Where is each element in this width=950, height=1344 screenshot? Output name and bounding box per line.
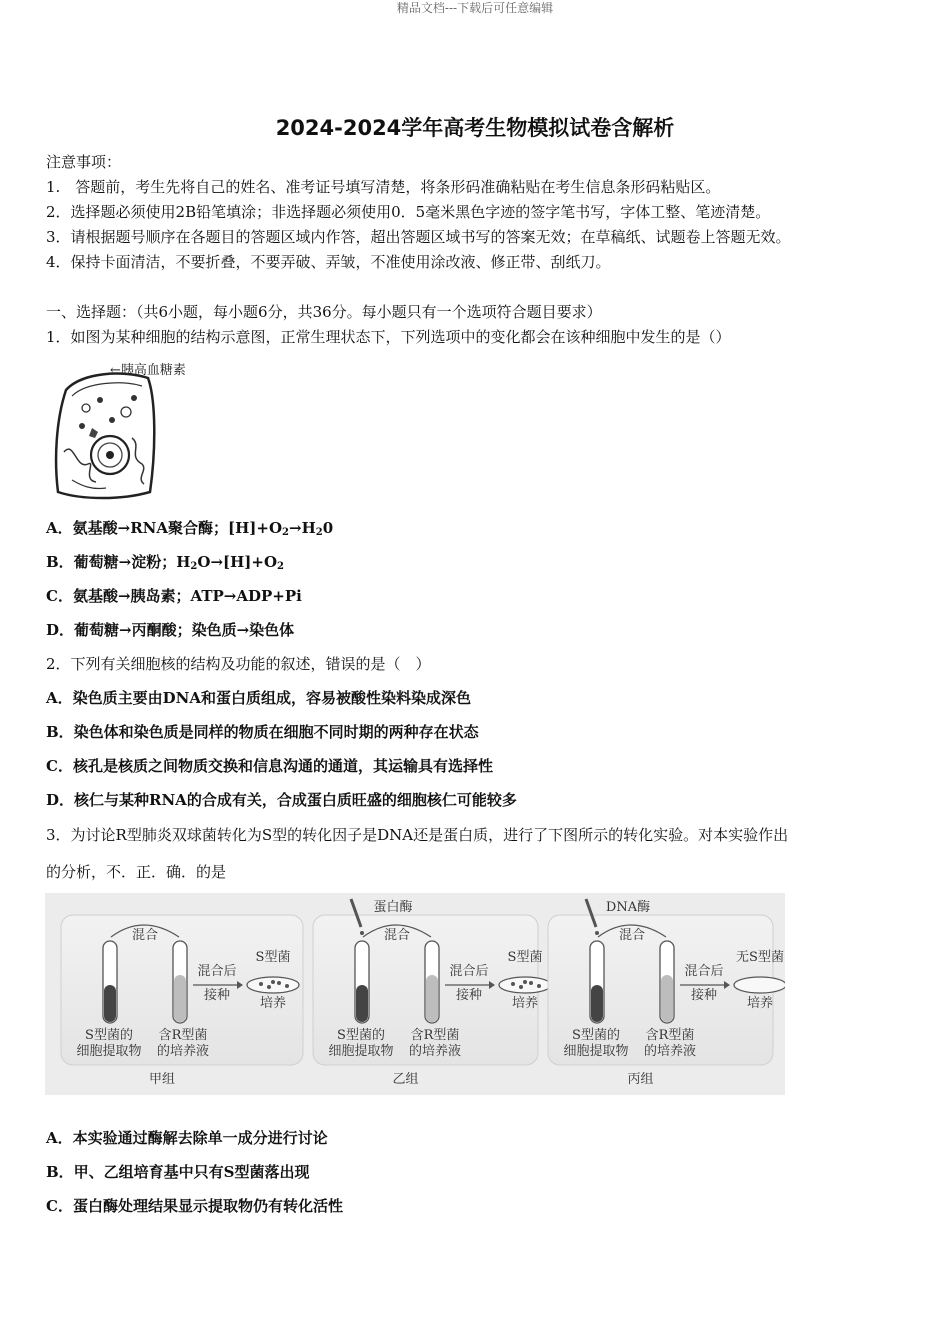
tube1-caption1-0: S型菌的 [85, 1028, 133, 1043]
cell-structure-figure [52, 360, 212, 505]
q2-option-a[interactable]: A．染色质主要由DNA和蛋白质组成，容易被酸性染料染成深色 [46, 689, 471, 707]
result-label-1: S型菌 [507, 950, 543, 965]
q1-option-a-mid: →H [289, 519, 316, 537]
page-title: 2024-2024学年高考生物模拟试卷含解析 [275, 116, 675, 140]
colony-1-1 [519, 985, 523, 989]
mix-label-2: 混合 [618, 928, 646, 943]
q1-option-d[interactable]: D．葡萄糖→丙酮酸；染色质→染色体 [46, 621, 295, 639]
q1-option-b[interactable] [46, 552, 284, 577]
colony-0-4 [271, 980, 275, 984]
q3-option-c[interactable]: C．蛋白酶处理结果显示提取物仍有转化活性 [46, 1197, 343, 1215]
tube-medium-fill-2 [661, 975, 673, 1022]
notice-heading: 注意事项： [46, 153, 122, 171]
pipette-drop-1 [360, 931, 364, 935]
petri-dish-2 [734, 977, 785, 993]
culture-label-0: 培养 [259, 996, 287, 1011]
colony-1-4 [523, 980, 527, 984]
notice-item-1: 1. 答题前，考生先将自己的姓名、准考证号填写清楚，将条形码准确粘贴在考生信息条形码粘贴区。 [46, 178, 721, 196]
q2-stem: 2．下列有关细胞核的结构及功能的叙述，错误的是（ ） [46, 655, 431, 673]
tube2-caption2-2: 的培养液 [643, 1044, 697, 1059]
group-name-0: 甲组 [148, 1072, 176, 1087]
tube2-caption1-2: 含R型菌 [645, 1028, 695, 1043]
q3-option-b[interactable]: B．甲、乙组培育基中只有S型菌落出现 [46, 1163, 310, 1181]
q1-option-a[interactable] [46, 518, 333, 543]
tube-extract-fill-0 [104, 985, 116, 1022]
petri-dish-1 [499, 977, 551, 993]
colony-0-3 [285, 984, 289, 988]
cell-figure-label: ←胰高血糖素 [110, 363, 186, 378]
transformation-experiment-figure [45, 893, 785, 1095]
q2-option-b[interactable]: B．染色体和染色质是同样的物质在细胞不同时期的两种存在状态 [46, 723, 479, 741]
notice-item-2: 2．选择题必须使用2B铅笔填涂；非选择题必须使用0．5毫米黑色字迹的签字笔书写，字体工整、笔迹清楚。 [46, 203, 771, 221]
group-name-2: 丙组 [627, 1072, 654, 1087]
colony-1-2 [529, 981, 533, 985]
tube1-caption2-1: 细胞提取物 [328, 1044, 394, 1059]
result-label-2: 无S型菌 [736, 950, 784, 965]
transfer-label2-1: 接种 [455, 988, 483, 1003]
group-name-1: 乙组 [392, 1072, 419, 1087]
q1-option-b-text: B．葡萄糖→淀粉；H [46, 553, 191, 571]
pipette-drop-2 [595, 931, 599, 935]
q1-option-c[interactable]: C．氨基酸→胰岛素；ATP→ADP+Pi [46, 587, 302, 605]
q2-option-c[interactable]: C．核孔是核质之间物质交换和信息沟通的通道，其运输具有选择性 [46, 757, 493, 775]
q1-option-b-sub2: 2 [277, 561, 284, 572]
mix-label-1: 混合 [383, 928, 411, 943]
enzyme-label-1: 蛋白酶 [373, 900, 413, 915]
transfer-label1-1: 混合后 [449, 964, 489, 979]
colony-1-0 [511, 982, 515, 986]
notice-item-3: 3．请根据题号顺序在各题目的答题区域内作答，超出答题区域书写的答案无效；在草稿纸、试题卷上答题无效。 [46, 228, 791, 246]
tube-extract-fill-2 [591, 985, 603, 1022]
section-heading: 一、选择题：（共6小题，每小题6分，共36分。每小题只有一个选项符合题目要求） [46, 303, 602, 321]
tube1-caption2-0: 细胞提取物 [76, 1044, 142, 1059]
tube2-caption2-1: 的培养液 [408, 1044, 462, 1059]
transfer-label1-2: 混合后 [684, 964, 724, 979]
colony-0-2 [277, 981, 281, 985]
transfer-label2-0: 接种 [203, 988, 231, 1003]
colony-0-0 [259, 982, 263, 986]
q1-option-a-sub2: 2 [315, 527, 323, 538]
result-label-0: S型菌 [255, 950, 291, 965]
page-watermark: 精品文档---下载后可任意编辑 [396, 1, 554, 15]
q3-stem-line2: 的分析，不．正．确．的是 [46, 863, 227, 881]
tube2-caption1-0: 含R型菌 [158, 1028, 208, 1043]
q1-stem: 1．如图为某种细胞的结构示意图，正常生理状态下，下列选项中的变化都会在该种细胞中发生的是（） [46, 328, 731, 346]
tube-medium-fill-0 [174, 975, 186, 1022]
tube1-caption1-2: S型菌的 [572, 1028, 620, 1043]
tube2-caption2-0: 的培养液 [156, 1044, 210, 1059]
tube1-caption2-2: 细胞提取物 [563, 1044, 629, 1059]
q3-option-a[interactable]: A．本实验通过酶解去除单一成分进行讨论 [46, 1129, 328, 1147]
colony-0-1 [267, 985, 271, 989]
tube-extract-fill-1 [356, 985, 368, 1022]
colony-1-3 [537, 984, 541, 988]
tube-medium-fill-1 [426, 975, 438, 1022]
q1-option-a-text: A．氨基酸→RNA聚合酶；[H]+O [46, 519, 283, 537]
q1-option-b-sub1: 2 [190, 561, 198, 572]
culture-label-2: 培养 [746, 996, 774, 1011]
notice-item-4: 4．保持卡面清洁，不要折叠，不要弄破、弄皱，不准使用涂改液、修正带、刮纸刀。 [46, 253, 611, 271]
tube1-caption1-1: S型菌的 [337, 1028, 385, 1043]
petri-dish-0 [247, 977, 299, 993]
q3-stem-line1: 3．为讨论R型肺炎双球菌转化为S型的转化因子是DNA还是蛋白质，进行了下图所示的转化实验。对本实验作出 [46, 826, 789, 844]
q1-option-b-mid: O→[H]+O [197, 553, 278, 571]
transfer-label1-0: 混合后 [197, 964, 237, 979]
tube2-caption1-1: 含R型菌 [410, 1028, 460, 1043]
q2-option-d[interactable]: D．核仁与某种RNA的合成有关，合成蛋白质旺盛的细胞核仁可能较多 [46, 791, 517, 809]
transfer-label2-2: 接种 [690, 988, 718, 1003]
q1-option-a-end: 0 [322, 519, 334, 537]
culture-label-1: 培养 [511, 996, 539, 1011]
mix-label-0: 混合 [131, 928, 159, 943]
enzyme-label-2: DNA酶 [605, 900, 651, 915]
q1-option-a-sub1: 2 [282, 527, 289, 538]
